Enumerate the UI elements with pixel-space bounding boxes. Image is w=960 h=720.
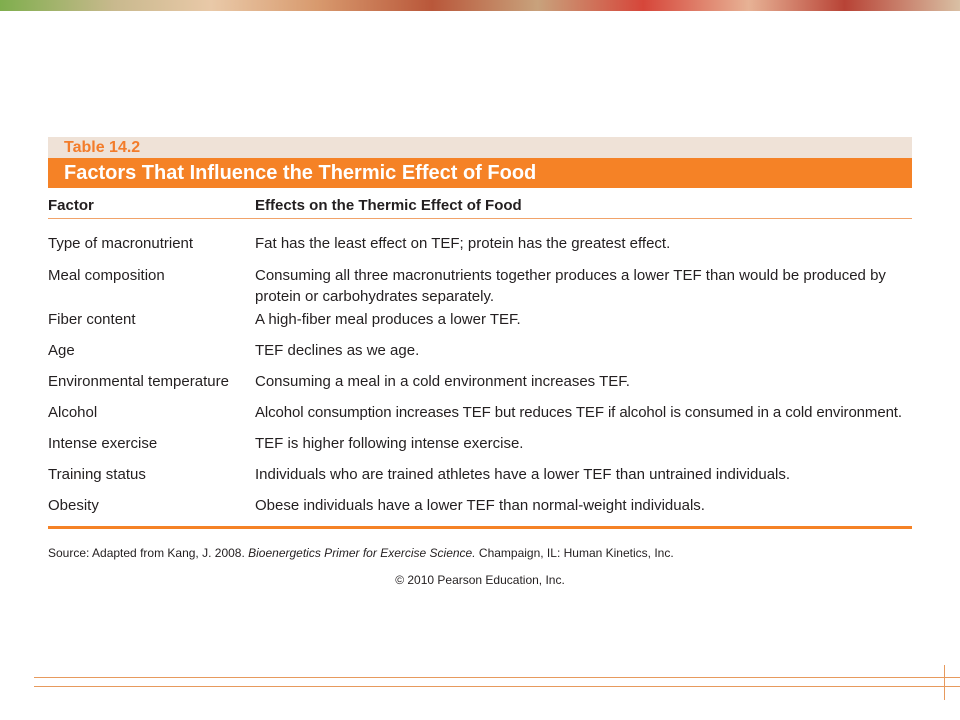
footer-rule-bottom [34,686,960,687]
header-factor: Factor [48,197,94,214]
table-body [48,219,912,529]
effect-cell: TEF is higher following intense exercise. [255,435,524,452]
copyright-notice: © 2010 Pearson Education, Inc. [395,573,565,587]
table-title: Factors That Influence the Thermic Effect of Food [48,158,912,188]
table-header-row [48,188,912,219]
source-citation [48,546,674,560]
table-14-2 [48,137,912,529]
effect-cell: Consuming all three macronutrients together produces a lower TEF than would be produced by protein or carbohydrates separately. [255,267,886,305]
factor-cell: Meal composition [48,267,165,284]
factor-cell: Environmental temperature [48,373,229,390]
effect-cell: TEF declines as we age. [255,342,420,359]
header-effect: Effects on the Thermic Effect of Food [255,197,522,214]
factor-cell: Training status [48,466,146,483]
factor-cell: Age [48,342,75,359]
source-book-title: Bioenergetics Primer for Exercise Science. [248,546,476,560]
factor-cell: Type of macronutrient [48,235,194,252]
source-prefix: Source: Adapted from Kang, J. 2008. [48,546,249,560]
effect-cell: Obese individuals have a lower TEF than normal-weight individuals. [255,497,705,514]
factor-cell: Alcohol [48,404,98,421]
source-suffix: Champaign, IL: Human Kinetics, Inc. [475,546,674,560]
footer-rule-vertical [944,665,945,700]
effect-cell: A high-fiber meal produces a lower TEF. [255,311,521,328]
effect-cell: Individuals who are trained athletes have a lower TEF than untrained individuals. [255,466,791,483]
effect-cell: Consuming a meal in a cold environment increases TEF. [255,373,630,390]
decorative-banner [0,0,960,11]
effect-cell: Fat has the least effect on TEF; protein has the greatest effect. [255,235,671,252]
factor-cell: Fiber content [48,311,136,328]
factor-cell: Obesity [48,497,99,514]
effect-cell: Alcohol consumption increases TEF but reduces TEF if alcohol is consumed in a cold environment. [255,404,902,421]
table-label: Table 14.2 [48,137,912,158]
factor-cell: Intense exercise [48,435,158,452]
footer-rule-top [34,677,960,678]
